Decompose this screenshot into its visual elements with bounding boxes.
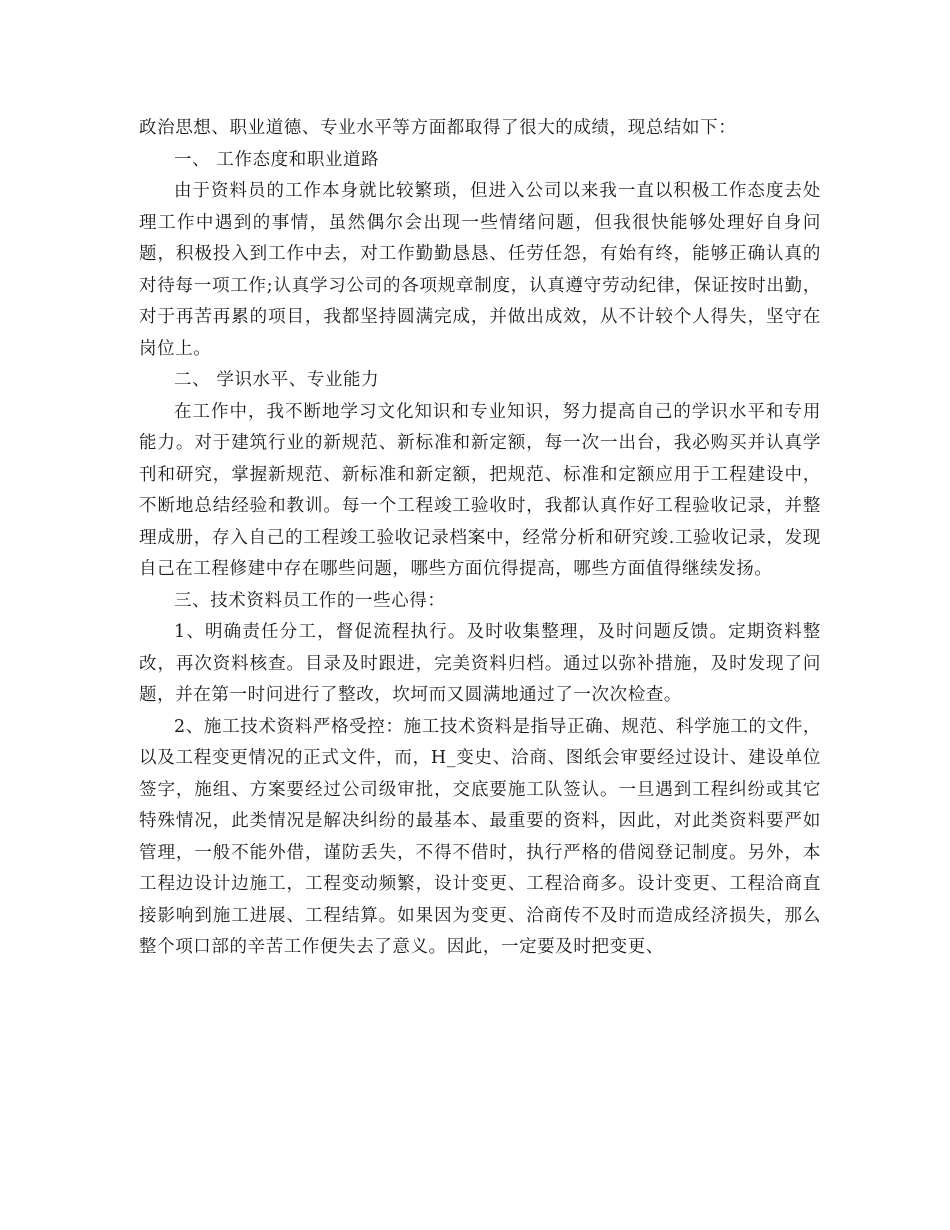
section-heading-experience: 三、技术资料员工作的一些心得： [174,590,446,611]
paragraph-work-attitude: 由于资料员的工作本身就比较繁琐，但进入公司以来我一直以积极工作态度去处理工作中遇到的事情，虽然偶尔会出现一些情绪问题，但我很快能够处理好自身问题，积极投入到工作中去，对工作勤勤恳恳、任劳任怨，有始有终，能够正确认真的对待每一项工作;认真学习公司的各项规章制度，认真遵守劳动纪律，保证按时出勤，对于再苦再累的项目，我都坚持圆满完成，并做出成效，从不计较个人得失，坚守在岗位上。 [139,181,821,359]
paragraph-experience-1: 1、明确责任分工，督促流程执行。及时收集整理，及时问题反馈。定期资料整改，再次资料核查。目录及时跟进，完美资料归档。通过以弥补措施，及时发现了问题，并在第一时问进行了整改，坎坷而又圆满地通过了一次次检查。 [139,622,821,705]
intro-paragraph: 政治思想、职业道德、专业水平等方面都取得了很大的成绩，现总结如下： [139,118,737,138]
document-body [139,113,821,964]
section-heading-knowledge: 二、 学识水平、专业能力 [174,370,380,390]
paragraph-experience-2: 2、施工技术资料严格受控：施工技术资料是指导正确、规范、科学施工的文件，以及工程变更情况的正式文件，而，H_变史、洽商、图纸会审要经过设计、建设单位签字，施组、方案要经过公司级审批，交底要施工队签认。一旦遇到工程纠纷或其它特殊情况，此类情况是解决纠纷的最基本、最重要的资料，因此，对此类资料要严如管理，一般不能外借，谨防丢失，不得不借时，执行严格的借阅登记制度。另外，本工程边设计边施工，工程变动频繁，设计变更、工程洽商多。设计变更、工程洽商直接影响到施工进展、工程结算。如果因为变更、洽商传不及时而造成经济损失，那么整个项口部的辛苦工作便失去了意义。因此，一定要及时把变更、 [139,716,821,957]
section-heading-work-attitude: 一、 工作态度和职业道路 [174,149,380,170]
paragraph-knowledge: 在工作中，我不断地学习文化知识和专业知识，努力提高自己的学识水平和专用能力。对于建筑行业的新规范、新标准和新定额，每一次一出台，我必购买并认真学刊和研究，掌握新规范、新标准和新定额，把规范、标准和定额应用于工程建设中，不断地总结经验和教训。每一个工程竣工验收时，我都认真作好工程验收记录，并整理成册，存入自己的工程竣工验收记录档案中，经常分析和研究竣.工验收记录，发现自己在工程修建中存在哪些问题，哪些方面伉得提高，哪些方面值得继续发扬。 [139,401,821,579]
